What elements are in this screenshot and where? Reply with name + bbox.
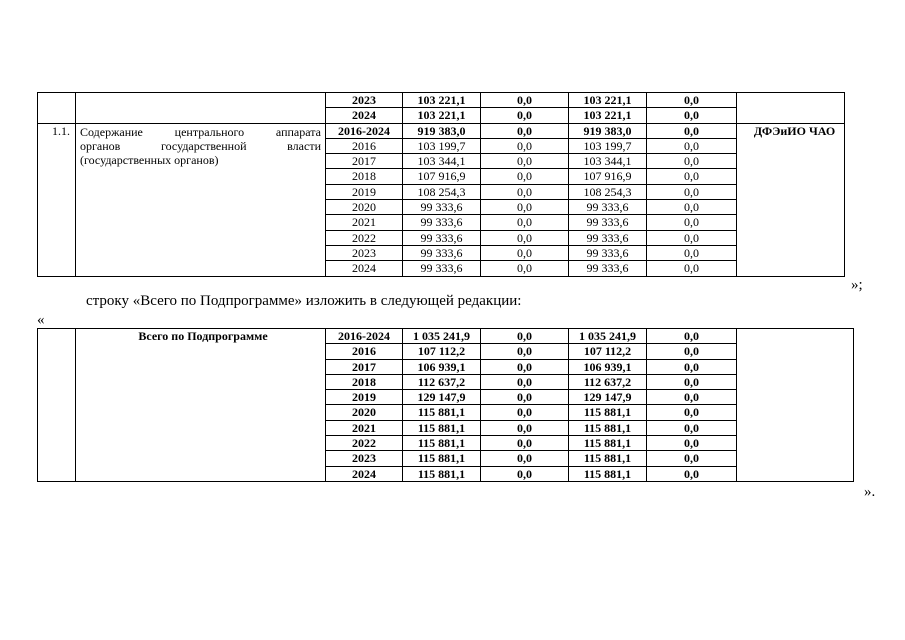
total-cell: 99 333,6 [403,215,481,230]
year-cell: 2020 [326,200,403,215]
total-cell: 129 147,9 [403,390,481,405]
table-row [38,93,845,108]
value-cell: 0,0 [647,359,737,374]
value-cell: 0,0 [481,93,569,108]
closing-quote: ». [864,484,876,500]
opening-quote: « [37,312,45,328]
year-cell: 2021 [326,420,403,435]
responsible-cell [737,93,845,124]
subprogram-total-table [37,328,854,482]
year-cell: 2017 [326,154,403,169]
item-name-line: (государственных органов) [80,152,219,167]
value-cell: 0,0 [481,169,569,184]
item-name-cell [76,93,326,124]
value-cell: 0,0 [481,405,569,420]
value-cell: 103 221,1 [569,108,647,123]
value-cell: 99 333,6 [569,261,647,276]
total-cell: 99 333,6 [403,261,481,276]
value-cell: 103 199,7 [569,138,647,153]
value-cell: 115 881,1 [569,451,647,466]
value-cell: 0,0 [481,108,569,123]
value-cell: 115 881,1 [569,420,647,435]
total-cell: 103 221,1 [403,93,481,108]
table-row [38,123,845,138]
year-cell: 2022 [326,436,403,451]
total-cell: 103 199,7 [403,138,481,153]
value-cell: 0,0 [647,108,737,123]
value-cell: 103 221,1 [569,93,647,108]
value-cell: 99 333,6 [569,215,647,230]
total-cell: 1 035 241,9 [403,329,481,344]
total-cell: 115 881,1 [403,466,481,481]
year-cell: 2024 [326,261,403,276]
value-cell: 115 881,1 [569,436,647,451]
year-cell: 2021 [326,215,403,230]
value-cell: 108 254,3 [569,184,647,199]
item-number-cell [38,93,76,124]
year-cell: 2022 [326,230,403,245]
year-cell: 2023 [326,245,403,260]
value-cell: 0,0 [481,466,569,481]
value-cell: 0,0 [481,261,569,276]
responsible-executor: ДФЭиИО ЧАО [737,123,845,276]
value-cell: 0,0 [647,451,737,466]
value-cell: 99 333,6 [569,200,647,215]
value-cell: 0,0 [647,436,737,451]
year-cell: 2018 [326,374,403,389]
value-cell: 0,0 [647,154,737,169]
value-cell: 0,0 [647,466,737,481]
value-cell: 0,0 [647,329,737,344]
total-cell: 919 383,0 [403,123,481,138]
value-cell: 0,0 [647,405,737,420]
total-cell: 115 881,1 [403,451,481,466]
subprogram-item-table [37,92,845,277]
value-cell: 0,0 [647,420,737,435]
closing-quote: »; [851,277,863,293]
value-cell: 0,0 [481,230,569,245]
value-cell: 0,0 [481,123,569,138]
value-cell: 0,0 [647,245,737,260]
instruction-paragraph: строку «Всего по Подпрограмме» изложить в следующей редакции: [86,293,522,309]
value-cell: 0,0 [481,154,569,169]
year-cell: 2023 [326,93,403,108]
year-cell: 2019 [326,184,403,199]
responsible-cell [737,329,854,482]
value-cell: 115 881,1 [569,466,647,481]
value-cell: 1 035 241,9 [569,329,647,344]
value-cell: 0,0 [647,230,737,245]
number-cell [38,329,76,482]
item-number: 1.1. [38,123,76,276]
year-cell: 2018 [326,169,403,184]
value-cell: 0,0 [481,184,569,199]
value-cell: 0,0 [647,123,737,138]
value-cell: 0,0 [481,200,569,215]
value-cell: 0,0 [647,184,737,199]
value-cell: 0,0 [481,138,569,153]
item-name-line: Содержание центрального аппарата [80,124,321,139]
value-cell: 112 637,2 [569,374,647,389]
value-cell: 0,0 [481,374,569,389]
value-cell: 0,0 [481,451,569,466]
item-name-line: органов государственной власти [80,138,321,153]
value-cell: 0,0 [647,138,737,153]
value-cell: 129 147,9 [569,390,647,405]
total-cell: 115 881,1 [403,405,481,420]
year-cell: 2016 [326,344,403,359]
year-cell: 2024 [326,466,403,481]
value-cell: 99 333,6 [569,245,647,260]
value-cell: 919 383,0 [569,123,647,138]
value-cell: 0,0 [481,245,569,260]
total-cell: 99 333,6 [403,245,481,260]
table-row [38,329,854,344]
total-cell: 112 637,2 [403,374,481,389]
item-name [76,123,326,276]
value-cell: 0,0 [481,359,569,374]
value-cell: 107 916,9 [569,169,647,184]
total-cell: 99 333,6 [403,230,481,245]
value-cell: 0,0 [647,374,737,389]
value-cell: 0,0 [481,344,569,359]
value-cell: 0,0 [647,390,737,405]
year-cell: 2016 [326,138,403,153]
value-cell: 107 112,2 [569,344,647,359]
total-cell: 108 254,3 [403,184,481,199]
year-cell: 2019 [326,390,403,405]
total-cell: 103 221,1 [403,108,481,123]
value-cell: 0,0 [647,169,737,184]
total-cell: 99 333,6 [403,200,481,215]
total-cell: 106 939,1 [403,359,481,374]
year-cell: 2023 [326,451,403,466]
year-cell: 2020 [326,405,403,420]
value-cell: 0,0 [481,436,569,451]
value-cell: 0,0 [647,200,737,215]
value-cell: 0,0 [647,215,737,230]
total-label: Всего по Подпрограмме [76,329,326,482]
value-cell: 0,0 [647,344,737,359]
total-cell: 115 881,1 [403,436,481,451]
value-cell: 103 344,1 [569,154,647,169]
value-cell: 0,0 [481,215,569,230]
value-cell: 0,0 [481,329,569,344]
total-cell: 107 112,2 [403,344,481,359]
year-cell: 2016-2024 [326,329,403,344]
year-cell: 2024 [326,108,403,123]
value-cell: 115 881,1 [569,405,647,420]
year-cell: 2016-2024 [326,123,403,138]
year-cell: 2017 [326,359,403,374]
total-cell: 103 344,1 [403,154,481,169]
value-cell: 106 939,1 [569,359,647,374]
value-cell: 99 333,6 [569,230,647,245]
total-cell: 115 881,1 [403,420,481,435]
value-cell: 0,0 [647,93,737,108]
value-cell: 0,0 [647,261,737,276]
value-cell: 0,0 [481,420,569,435]
value-cell: 0,0 [481,390,569,405]
total-cell: 107 916,9 [403,169,481,184]
